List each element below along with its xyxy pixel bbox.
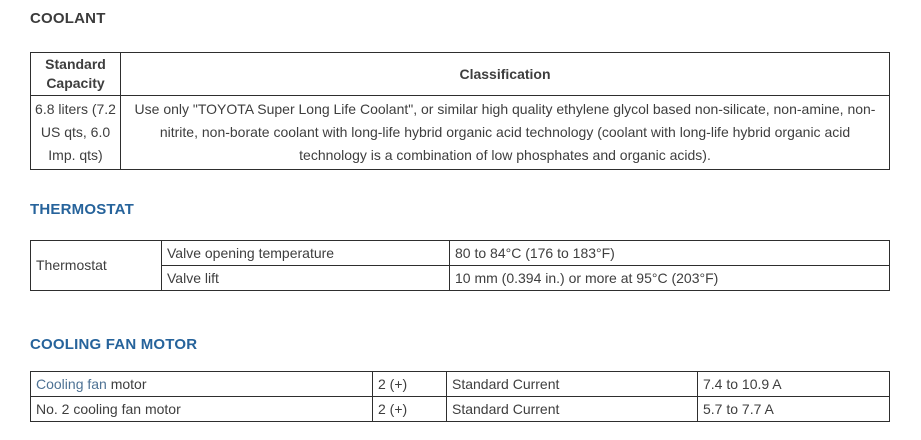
coolant-header-classification: Classification xyxy=(121,53,890,96)
thermostat-value-valve-opening: 80 to 84°C (176 to 183°F) xyxy=(450,241,890,266)
cooling-fan-section-title: COOLING FAN MOTOR xyxy=(30,336,198,353)
coolant-capacity-value: 6.8 liters (7.2 US qts, 6.0 Imp. qts) xyxy=(31,96,121,170)
coolant-table xyxy=(30,52,890,170)
coolant-data-row xyxy=(31,96,890,170)
coolant-header-standard-capacity: Standard Capacity xyxy=(31,53,121,96)
thermostat-property-valve-lift: Valve lift xyxy=(162,266,450,291)
cooling-fan-condition-1: Standard Current xyxy=(447,372,698,397)
cooling-fan-condition-2: Standard Current xyxy=(447,397,698,422)
cooling-fan-row-1 xyxy=(31,372,890,397)
cooling-fan-component-cell xyxy=(31,372,373,397)
thermostat-section-title: THERMOSTAT xyxy=(30,201,134,218)
coolant-header-row xyxy=(31,53,890,96)
thermostat-component-cell: Thermostat xyxy=(31,241,162,291)
cooling-fan-value-2: 5.7 to 7.7 A xyxy=(698,397,890,422)
cooling-fan-2-component-cell: No. 2 cooling fan motor xyxy=(31,397,373,422)
thermostat-row-valve-opening xyxy=(31,241,890,266)
coolant-section-title: COOLANT xyxy=(30,10,106,27)
cooling-fan-component-rest: motor xyxy=(106,375,147,392)
cooling-fan-row-2 xyxy=(31,397,890,422)
thermostat-value-valve-lift: 10 mm (0.394 in.) or more at 95°C (203°F) xyxy=(450,266,890,291)
cooling-fan-value-1: 7.4 to 10.9 A xyxy=(698,372,890,397)
cooling-fan-link[interactable]: Cooling fan xyxy=(36,375,107,392)
thermostat-property-valve-opening: Valve opening temperature xyxy=(162,241,450,266)
cooling-fan-terminal-2: 2 (+) xyxy=(373,397,447,422)
thermostat-table xyxy=(30,240,890,291)
cooling-fan-table xyxy=(30,371,890,422)
cooling-fan-terminal-1: 2 (+) xyxy=(373,372,447,397)
coolant-classification-value: Use only "TOYOTA Super Long Life Coolant", or similar high quality ethylene glycol based non-silicate, non-amine, non-nitrite, non-borate coolant with long-life hybrid organic acid technology (coolant with long-life hybrid organic acid technology is a combination of low phosphates and organic acids). xyxy=(121,96,890,170)
